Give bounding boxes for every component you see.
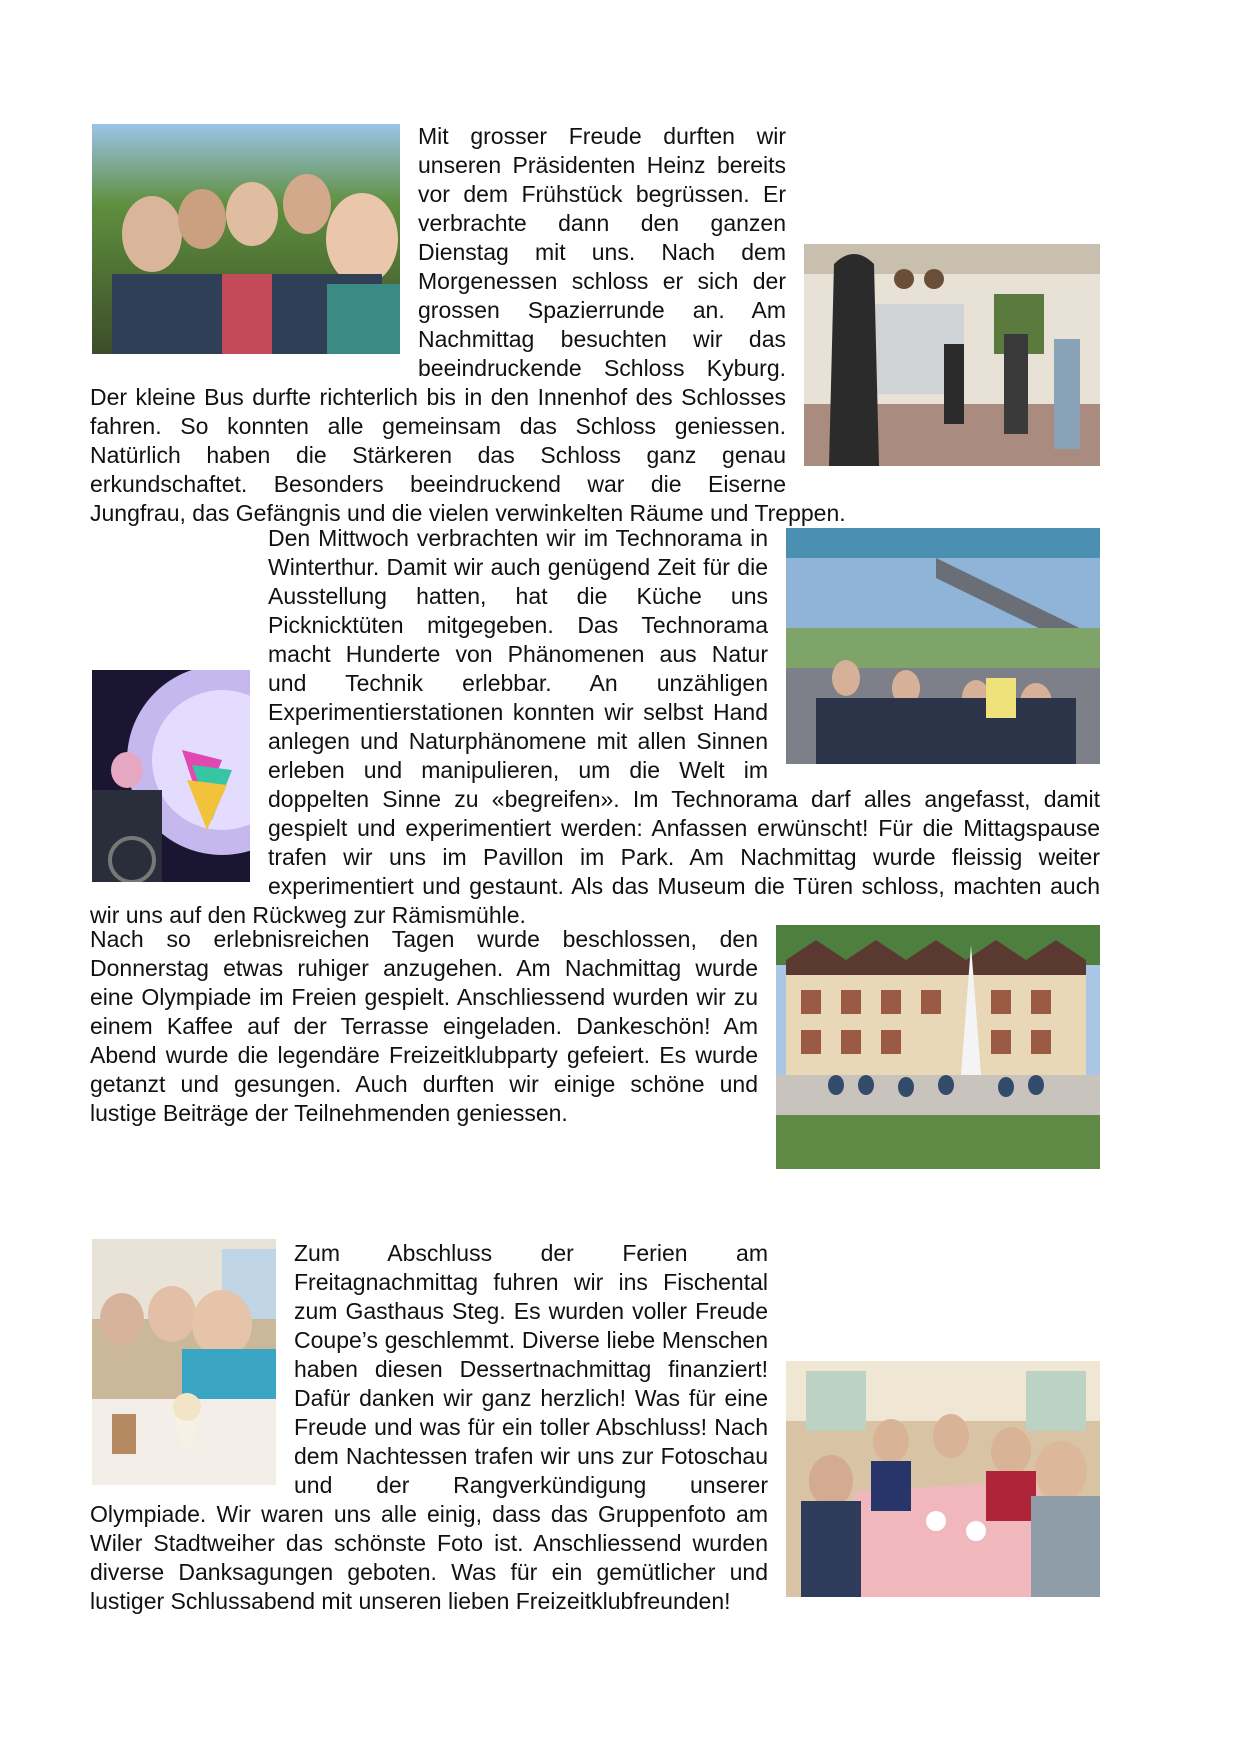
section-wednesday bbox=[90, 524, 1100, 930]
wednesday-paragraph: Den Mittwoch verbrachten wir im Technorama in Winterthur. Damit wir auch genügend Zeit für die Ausstellung hatten, hat die Küche uns Picknicktüten mitgegeben. Das Technorama macht Hunderte von Phänomenen aus Natur und Technik erlebbar. An unzähligen Experimentierstationen konnten wir selbst Hand anlegen und Naturphänomene mit allen Sinnen erleben und manipulieren, um die Welt im doppelten Sinne zu «begreifen». Im Technorama darf alles angefasst, damit gespielt und experimentiert werden: Anfassen erwünscht! Für die Mittagspause trafen wir uns im Pavillon im Park. Am Nachmittag wurde fleissig weiter experimentiert und gestaunt. Als das Museum die Türen schloss, machten auch wir uns auf den Rückweg zur Rämismühle. bbox=[90, 525, 1100, 928]
dessert-selfie-photo bbox=[92, 1239, 276, 1485]
group-selfie-photo bbox=[92, 124, 400, 354]
tuesday-paragraph: Mit grosser Freude durften wir unseren Präsidenten Heinz bereits vor dem Frühstück begrüssen. Er verbrachte dann den ganzen Dienstag mit uns. Nach dem Morgenessen schloss er sich der grossen Spazierrunde an. Am Nachmittag besuchten wir das beeindruckende Schloss Kyburg. Der kleine Bus durfte richterlich bis in den Innenhof des Schlosses fahren. So konnten alle gemeinsam das Schloss geniessen. Natürlich haben die Stärkeren das Schloss ganz genau erkundschaftet. Besonders beeindruckend war die Eiserne Jungfrau, das Gefängnis und die vielen verwinkelten Räume und Treppen. bbox=[90, 123, 846, 526]
technorama-park-photo bbox=[786, 528, 1100, 764]
section-friday bbox=[90, 1239, 1100, 1616]
section-tuesday bbox=[90, 122, 1100, 528]
friday-paragraph: Zum Abschluss der Ferien am Freitagnachmittag fuhren wir ins Fischental zum Gasthaus Steg. Es wurden voller Freude Coupe’s geschlemmt. Diverse liebe Menschen haben diesen Dessertnachmittag finanziert! Dafür danken wir ganz herzlich! Was für eine Freude und was für ein toller Abschluss! Nach dem Nachtessen trafen wir uns zur Fotoschau und der Rangverkündigung unserer Olympiade. Wir waren uns alle einig, dass das Gruppenfoto am Wiler Stadtweiher das schönste Foto ist. Anschliessend wurden diverse Danksagungen geboten. Was für ein gemütlicher und lustiger Schlussabend mit unseren lieben Freizeitklubfreunden! bbox=[90, 1240, 768, 1614]
hotel-terrace-photo bbox=[776, 925, 1100, 1169]
thursday-paragraph: Nach so erlebnisreichen Tagen wurde beschlossen, den Donnerstag etwas ruhiger anzugehen. Am Nachmittag wurde eine Olympiade im Freien gespielt. Anschliessend wurden wir zu einem Kaffee auf der Terrasse eingeladen. Dankeschön! Am Abend wurde die legendäre Freizeitklubparty gefeiert. Es wurde getanzt und gesungen. Auch durften wir einige schöne und lustige Beiträge der Teilnehmenden geniessen. bbox=[90, 926, 758, 1126]
castle-interior-photo bbox=[804, 244, 1100, 466]
section-thursday bbox=[90, 925, 1100, 1175]
dinner-table-photo bbox=[786, 1361, 1100, 1597]
light-installation-photo bbox=[92, 670, 250, 882]
